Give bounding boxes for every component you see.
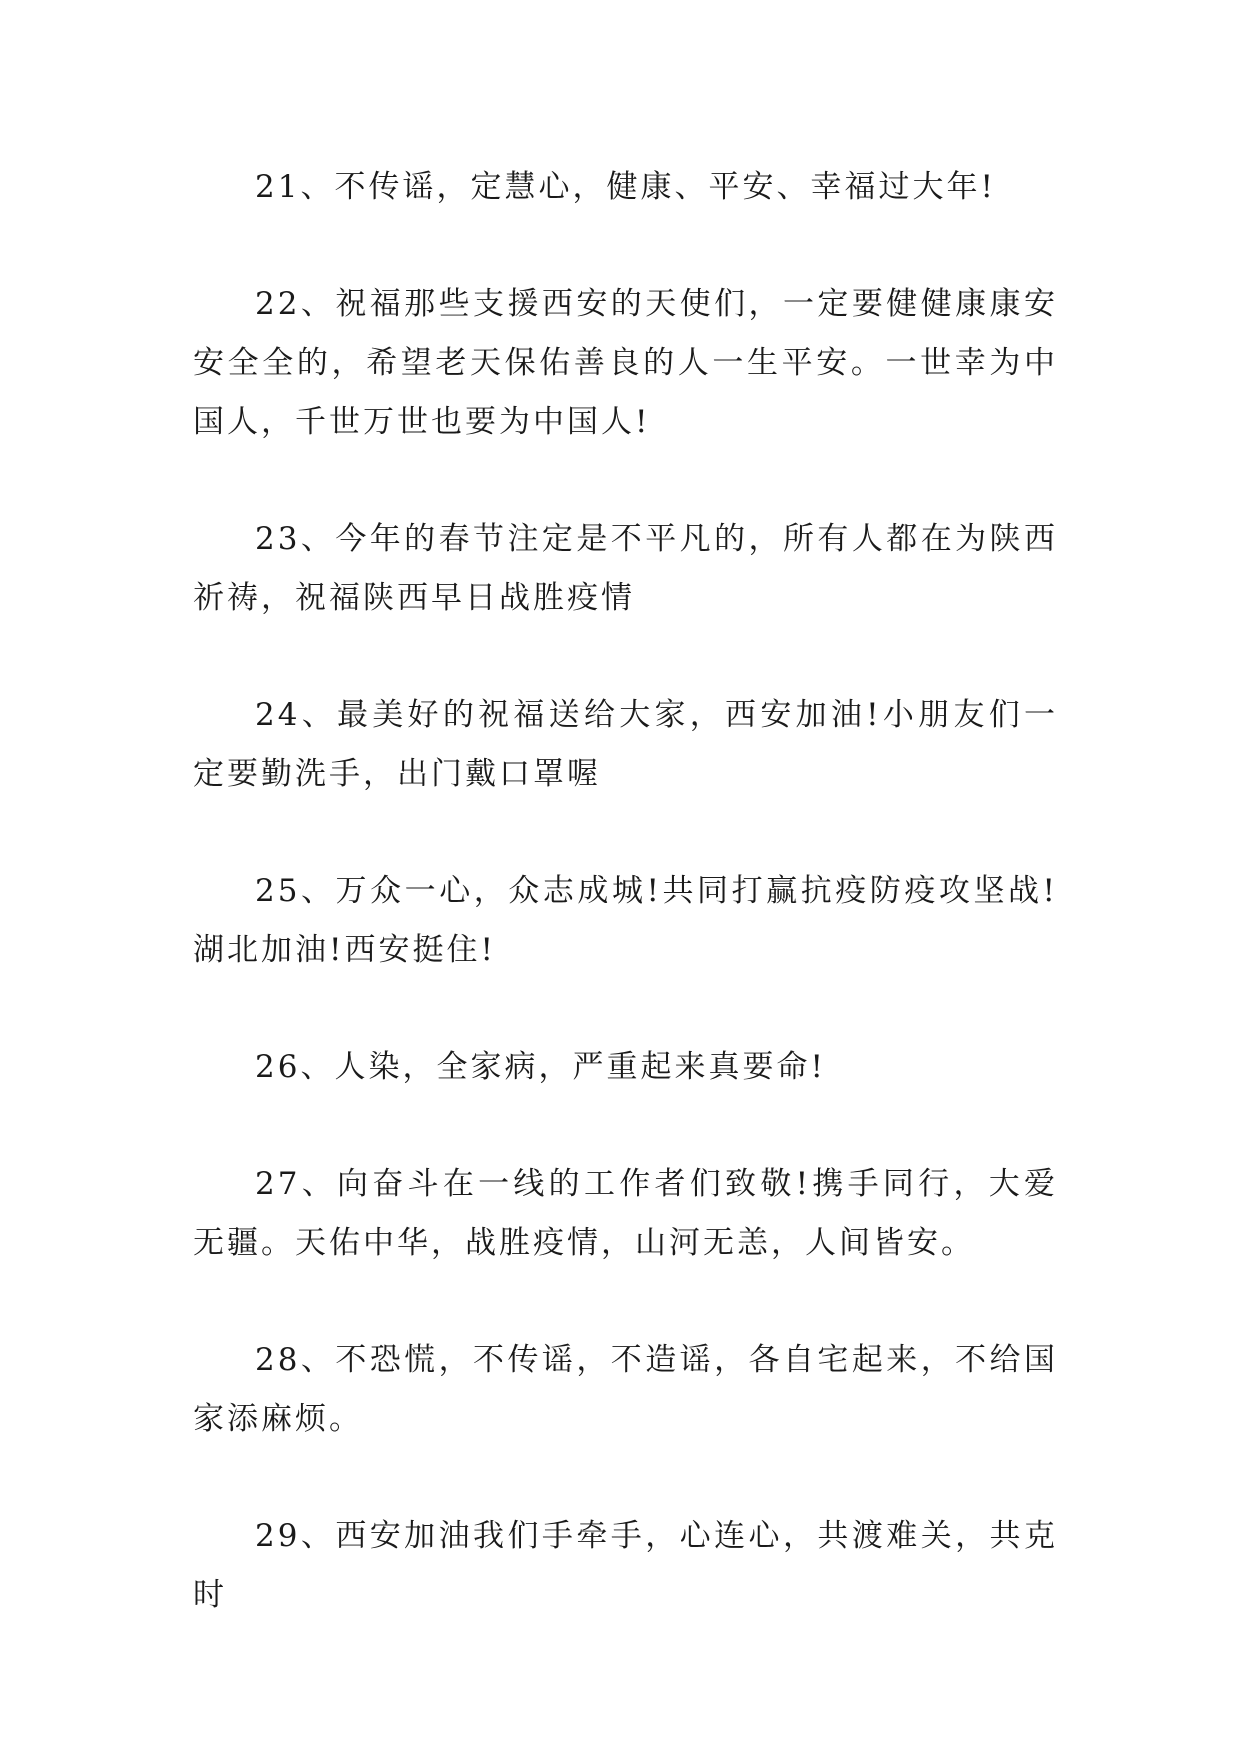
- document-body: [193, 158, 1058, 1683]
- paragraph-23: 23、今年的春节注定是不平凡的，所有人都在为陕西祈祷，祝福陕西早日战胜疫情: [193, 521, 1058, 616]
- paragraph-25: 25、万众一心，众志成城!共同打赢抗疫防疫攻坚战!湖北加油!西安挺住!: [193, 873, 1058, 968]
- paragraph-21: 21、不传谣，定慧心，健康、平安、幸福过大年!: [255, 169, 996, 205]
- paragraph-28: 28、不恐慌，不传谣，不造谣，各自宅起来，不给国家添麻烦。: [193, 1342, 1058, 1437]
- paragraph-27: 27、向奋斗在一线的工作者们致敬!携手同行，大爱无疆。天佑中华，战胜疫情，山河无恙，人间皆安。: [193, 1166, 1058, 1261]
- paragraph-24: 24、最美好的祝福送给大家，西安加油!小朋友们一定要勤洗手，出门戴口罩喔: [193, 697, 1058, 792]
- paragraph-22: 22、祝福那些支援西安的天使们，一定要健健康康安安全全的，希望老天保佑善良的人一生平安。一世幸为中国人，千世万世也要为中国人!: [193, 286, 1058, 440]
- paragraph-29: 29、西安加油我们手牵手，心连心，共渡难关，共克时: [193, 1518, 1058, 1613]
- paragraph-26: 26、人染，全家病，严重起来真要命!: [255, 1049, 826, 1085]
